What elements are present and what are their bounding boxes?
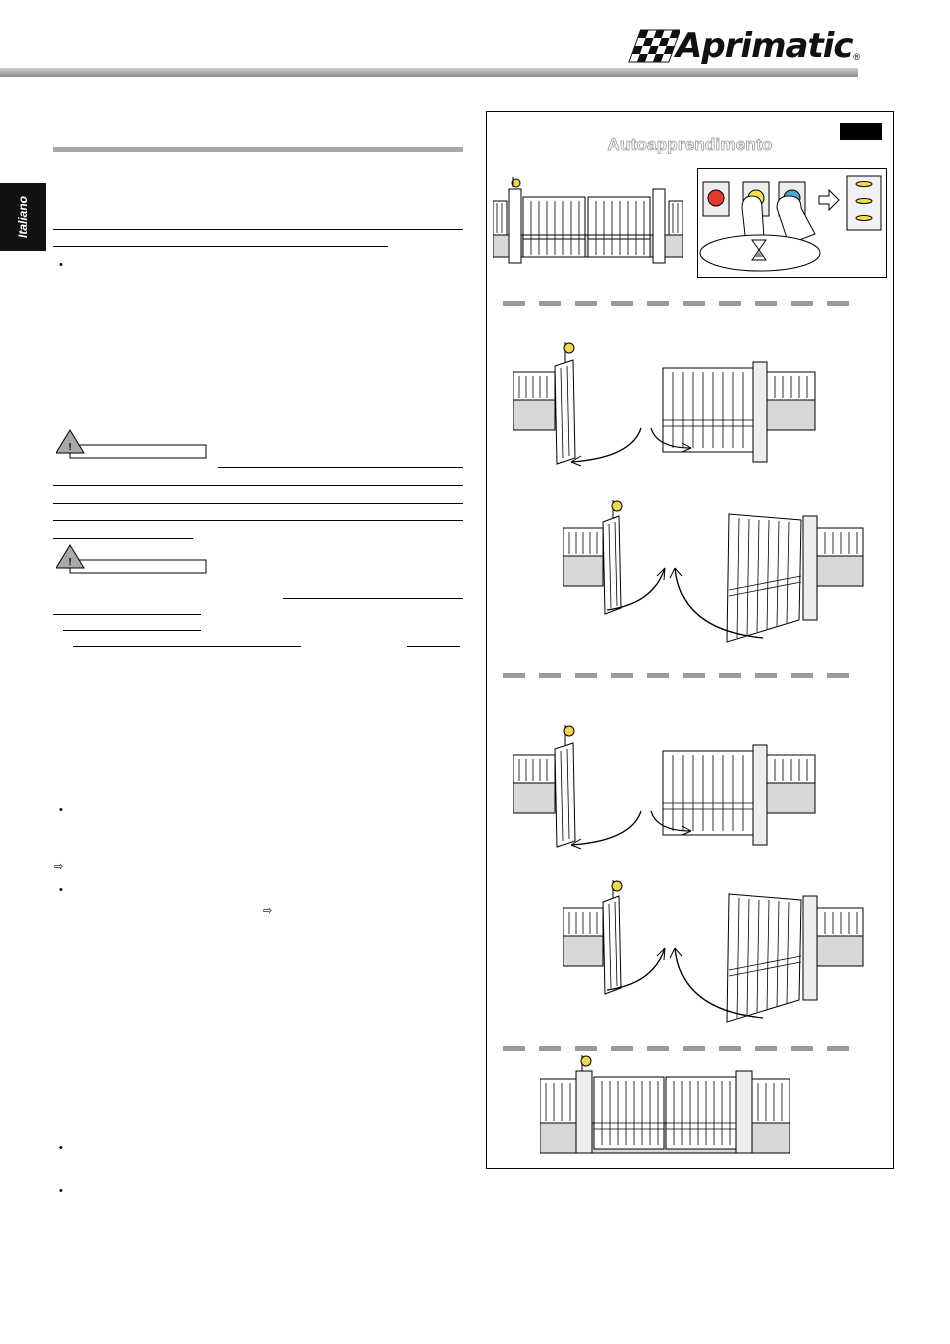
figure-label — [840, 123, 882, 140]
svg-text:!: ! — [68, 442, 72, 453]
underline-rule — [53, 614, 201, 615]
gate-opening-step-1 — [513, 340, 818, 490]
underline-rule — [407, 646, 460, 647]
list-bullet: • — [59, 259, 63, 271]
underline-rule — [53, 246, 388, 247]
underline-rule — [53, 229, 463, 230]
warning-triangle-icon — [56, 543, 208, 575]
underline-rule — [53, 520, 463, 521]
underline-rule — [53, 538, 193, 539]
underline-rule — [283, 598, 463, 599]
stop-button-icon — [708, 190, 724, 206]
gate-opening-step-2 — [563, 498, 868, 648]
control-panel-illustration — [697, 168, 887, 278]
underline-rule — [53, 485, 463, 486]
list-bullet: • — [59, 1185, 63, 1197]
separator — [503, 1038, 863, 1043]
list-bullet: • — [59, 804, 63, 816]
warning-triangle-icon — [56, 428, 208, 460]
underline-rule — [218, 467, 463, 468]
language-tab-label: Italiano — [16, 195, 30, 239]
svg-text:!: ! — [68, 557, 72, 568]
brand-name: Aprimatic — [676, 26, 853, 66]
arrow-right-outline-icon: ⇨ — [54, 861, 64, 873]
gate-opening-step-4 — [563, 878, 868, 1028]
separator — [503, 665, 863, 670]
list-bullet: • — [59, 1142, 63, 1154]
figure-title: Autoapprendimento — [607, 135, 773, 154]
blinker-lamp-icon — [581, 1056, 591, 1066]
arrow-right-outline-icon: ⇨ — [263, 905, 273, 917]
language-tab — [0, 183, 46, 251]
separator — [503, 293, 863, 298]
underline-rule — [53, 503, 463, 504]
gate-opening-step-3 — [513, 723, 818, 873]
underline-rule — [73, 646, 301, 647]
checkered-flag-icon — [628, 26, 680, 66]
section-heading-rule — [53, 147, 463, 152]
gate-icon — [493, 175, 683, 265]
gate-closed-final — [540, 1053, 790, 1158]
registered-mark: ® — [853, 52, 860, 62]
list-bullet: • — [59, 884, 63, 896]
underline-rule — [63, 630, 201, 631]
brand-logo — [628, 18, 860, 74]
